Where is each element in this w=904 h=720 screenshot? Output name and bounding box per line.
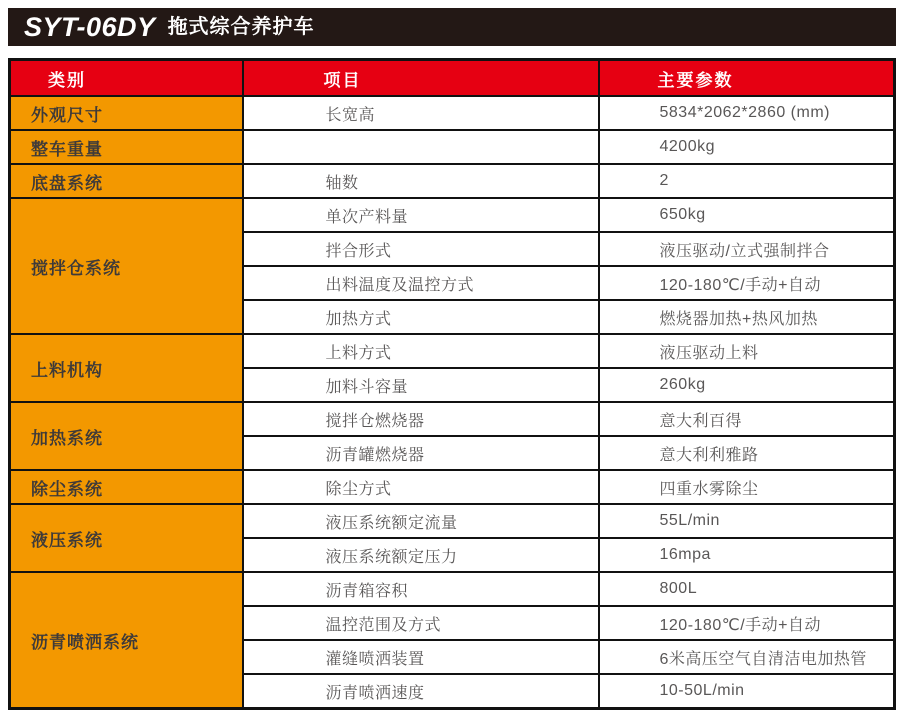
value-cell: 6米高压空气自清洁电加热管 — [599, 640, 895, 674]
category-cell: 底盘系统 — [10, 164, 243, 198]
item-cell: 液压系统额定压力 — [243, 538, 599, 572]
category-cell: 液压系统 — [10, 504, 243, 572]
table-row — [10, 402, 895, 436]
header-row — [10, 60, 895, 97]
item-cell: 沥青箱容积 — [243, 572, 599, 606]
table-row — [10, 198, 895, 232]
item-cell: 沥青罐燃烧器 — [243, 436, 599, 470]
value-cell: 650kg — [599, 198, 895, 232]
item-cell: 沥青喷洒速度 — [243, 674, 599, 709]
item-cell: 轴数 — [243, 164, 599, 198]
value-cell: 四重水雾除尘 — [599, 470, 895, 504]
value-cell: 16mpa — [599, 538, 895, 572]
table-row — [10, 96, 895, 130]
item-cell — [243, 130, 599, 164]
item-cell: 上料方式 — [243, 334, 599, 368]
item-cell: 拌合形式 — [243, 232, 599, 266]
item-cell: 长宽高 — [243, 96, 599, 130]
value-cell: 意大利利雅路 — [599, 436, 895, 470]
category-cell: 整车重量 — [10, 130, 243, 164]
spec-table — [8, 58, 896, 710]
product-name: 拖式综合养护车 — [167, 16, 315, 38]
value-cell: 5834*2062*2860 (mm) — [599, 96, 895, 130]
value-cell: 燃烧器加热+热风加热 — [599, 300, 895, 334]
item-cell: 搅拌仓燃烧器 — [243, 402, 599, 436]
category-cell: 搅拌仓系统 — [10, 198, 243, 334]
item-cell: 出料温度及温控方式 — [243, 266, 599, 300]
value-cell: 120-180℃/手动+自动 — [599, 606, 895, 640]
category-cell: 沥青喷洒系统 — [10, 572, 243, 709]
category-cell: 外观尺寸 — [10, 96, 243, 130]
item-cell: 液压系统额定流量 — [243, 504, 599, 538]
value-cell: 120-180℃/手动+自动 — [599, 266, 895, 300]
table-row — [10, 504, 895, 538]
category-cell: 加热系统 — [10, 402, 243, 470]
item-cell: 加料斗容量 — [243, 368, 599, 402]
category-cell: 上料机构 — [10, 334, 243, 402]
item-cell: 温控范围及方式 — [243, 606, 599, 640]
value-cell: 液压驱动上料 — [599, 334, 895, 368]
header-category: 类别 — [10, 60, 243, 97]
table-row — [10, 572, 895, 606]
value-cell: 260kg — [599, 368, 895, 402]
value-cell: 800L — [599, 572, 895, 606]
product-model: SYT-06DY — [24, 11, 156, 42]
item-cell: 单次产料量 — [243, 198, 599, 232]
value-cell: 10-50L/min — [599, 674, 895, 709]
title-bar — [8, 8, 896, 46]
value-cell: 意大利百得 — [599, 402, 895, 436]
table-row — [10, 164, 895, 198]
item-cell: 除尘方式 — [243, 470, 599, 504]
item-cell: 灌缝喷洒装置 — [243, 640, 599, 674]
category-cell: 除尘系统 — [10, 470, 243, 504]
value-cell: 55L/min — [599, 504, 895, 538]
value-cell: 4200kg — [599, 130, 895, 164]
value-cell: 液压驱动/立式强制拌合 — [599, 232, 895, 266]
item-cell: 加热方式 — [243, 300, 599, 334]
header-parameters: 主要参数 — [599, 60, 895, 97]
table-row — [10, 334, 895, 368]
table-row — [10, 130, 895, 164]
value-cell: 2 — [599, 164, 895, 198]
table-row — [10, 470, 895, 504]
header-item: 项目 — [243, 60, 599, 97]
